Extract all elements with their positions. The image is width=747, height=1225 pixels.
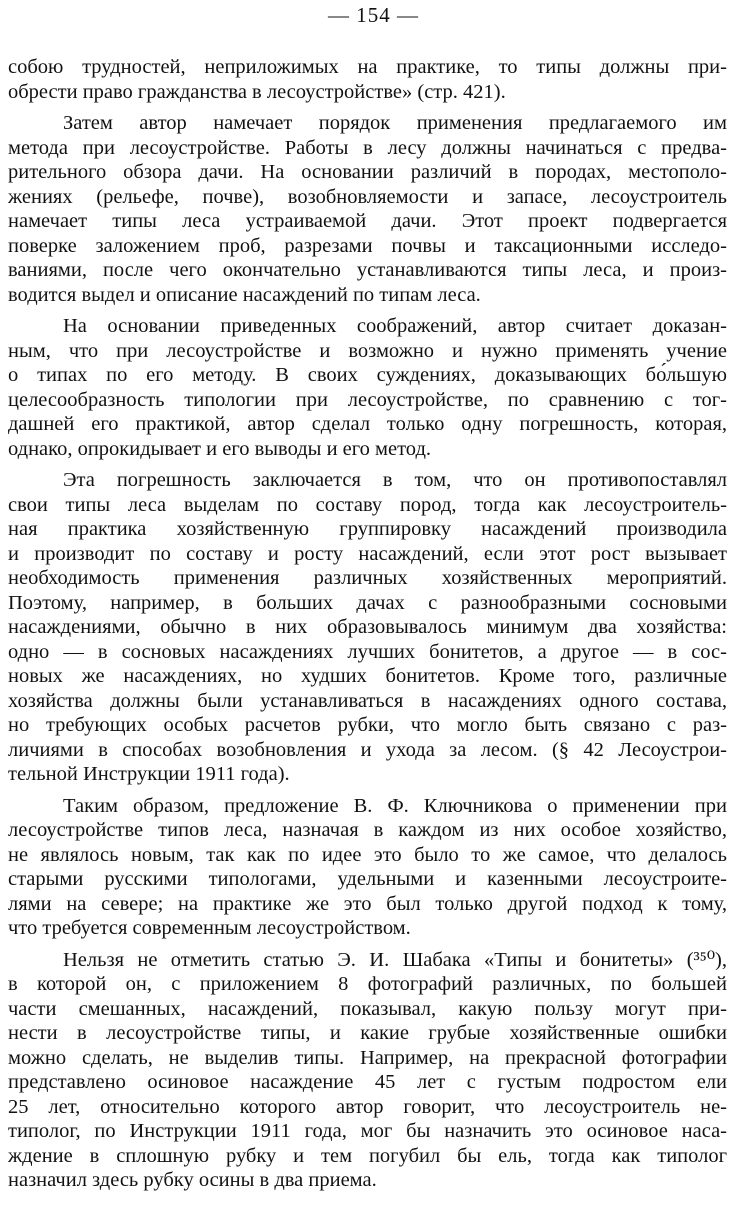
text-line: дашней его практикой, автор сделал только одну погрешность, которая, (8, 413, 727, 435)
text-line: метода при лесоустройстве. Работы в лесу должны начинаться с предва- (8, 136, 727, 159)
text-line: лями на севере; на практике же это был только другой подход к тому, (8, 892, 727, 915)
text-line: одно — в сосновых насаждениях лучших бонитетов, а другое — в сос- (8, 640, 727, 663)
text-line: ная практика хозяйственную группировку насаждений производила (8, 518, 727, 540)
text-line: намечает типы леса устраиваемой дачи. Этот проект подвергается (8, 210, 727, 232)
paragraph (8, 111, 727, 307)
text-line: и производит по составу и росту насаждений, если этот рост вызывает (8, 542, 727, 565)
text-line: Таким образом, предложение В. Ф. Ключникова о применении при (63, 794, 727, 817)
text-line: На основании приведенных соображений, автор считает доказан- (63, 315, 727, 337)
paragraph-gap (8, 461, 727, 468)
text-line: старыми русскими типологами, удельными и казенными лесоустроите- (8, 868, 727, 890)
paragraph-gap (8, 104, 727, 111)
paragraph (8, 55, 727, 104)
text-line: насаждениями, обычно в них образовывалось минимум два хозяйства: (8, 616, 727, 638)
text-line: в которой он, с приложением 8 фотографий различных, по большей (8, 973, 727, 995)
text-line: обрести право гражданства в лесоустройстве» (стр. 421). (8, 80, 506, 103)
text-line: Эта погрешность заключается в том, что он противопоставлял (63, 469, 727, 491)
text-line: жениях (рельефе, почве), возобновляемости и запасе, лесоустроитель (8, 185, 727, 208)
text-line: Нельзя не отметить статью Э. И. Шабака «Типы и бонитеты» (³⁵⁰), (63, 948, 727, 971)
text-line: не являлось новым, так как по идее это было то же самое, что делалось (8, 843, 727, 866)
text-line: но требующих особых расчетов рубки, что могло быть связано с раз- (8, 714, 727, 736)
text-line: части смешанных, насаждений, показывал, какую пользу могут при- (8, 997, 727, 1020)
text-line: однако, опрокидывает и его выводы и его метод. (8, 437, 432, 460)
paragraph (8, 468, 727, 787)
text-line: новых же насаждениях, но худших бонитетов. Кроме того, различные (8, 665, 727, 687)
paragraph-gap (8, 941, 727, 948)
text-line: 25 лет, относительно которого автор говорит, что лесоустроитель не- (8, 1095, 727, 1118)
text-line: лесоустройстве типов леса, назначая в каждом из них особое хозяйство, (8, 819, 727, 841)
body-text (8, 55, 727, 1193)
text-line: ным, что при лесоустройстве и возможно и нужно применять учение (8, 339, 727, 362)
paragraph-gap (8, 787, 727, 794)
text-line: целесообразность типологии при лесоустройстве, по сравнению с тог- (8, 388, 727, 411)
text-line: типолог, по Инструкции 1911 года, мог бы назначить это осиновое наса- (8, 1120, 727, 1142)
text-line: что требуется современным лесоустройством. (8, 917, 411, 939)
text-line: ждение в сплошную рубку и тем погубил бы ель, тогда как типолог (8, 1144, 727, 1167)
text-line: поверке заложением проб, разрезами почвы и таксационными исследо- (8, 234, 727, 257)
paragraph (8, 948, 727, 1193)
page-number: — 154 — (328, 3, 419, 27)
paragraph-gap (8, 307, 727, 314)
paragraph (8, 794, 727, 941)
paragraph (8, 314, 727, 461)
text-line: тельной Инструкции 1911 года). (8, 763, 290, 785)
text-line: назначил здесь рубку осины в два приема. (8, 1169, 377, 1191)
text-line: о типах по его методу. В своих суждениях, доказывающих бо́льшую (8, 364, 727, 386)
text-line: Затем автор намечает порядок применения предлагаемого им (63, 112, 727, 134)
text-line: необходимость применения различных хозяйственных мероприятий. (8, 567, 727, 589)
text-line: свои типы леса выделам по составу пород, тогда как лесоустроитель- (8, 493, 727, 516)
text-line: Поэтому, например, в больших дачах с разнообразными сосновыми (8, 591, 727, 614)
text-line: личиями в способах возобновления и ухода за лесом. (§ 42 Лесоустрои- (8, 738, 727, 761)
text-line: собою трудностей, неприложимых на практике, то типы должны при- (8, 56, 727, 78)
text-line: водится выдел и описание насаждений по типам леса. (8, 283, 481, 306)
text-line: представлено осиновое насаждение 45 лет с густым подростом ели (8, 1071, 727, 1093)
text-line: хозяйства должны были устанавливаться в насаждениях одного состава, (8, 689, 727, 712)
text-line: можно сделать, не выделив типы. Например, на прекрасной фотографии (8, 1046, 727, 1069)
text-line: нести в лесоустройстве типы, и какие грубые хозяйственные ошибки (8, 1022, 727, 1044)
text-line: ваниями, после чего окончательно устанавливаются типы леса, и произ- (8, 259, 727, 281)
text-line: рительного обзора дачи. На основании различий в породах, местополо- (8, 161, 727, 183)
